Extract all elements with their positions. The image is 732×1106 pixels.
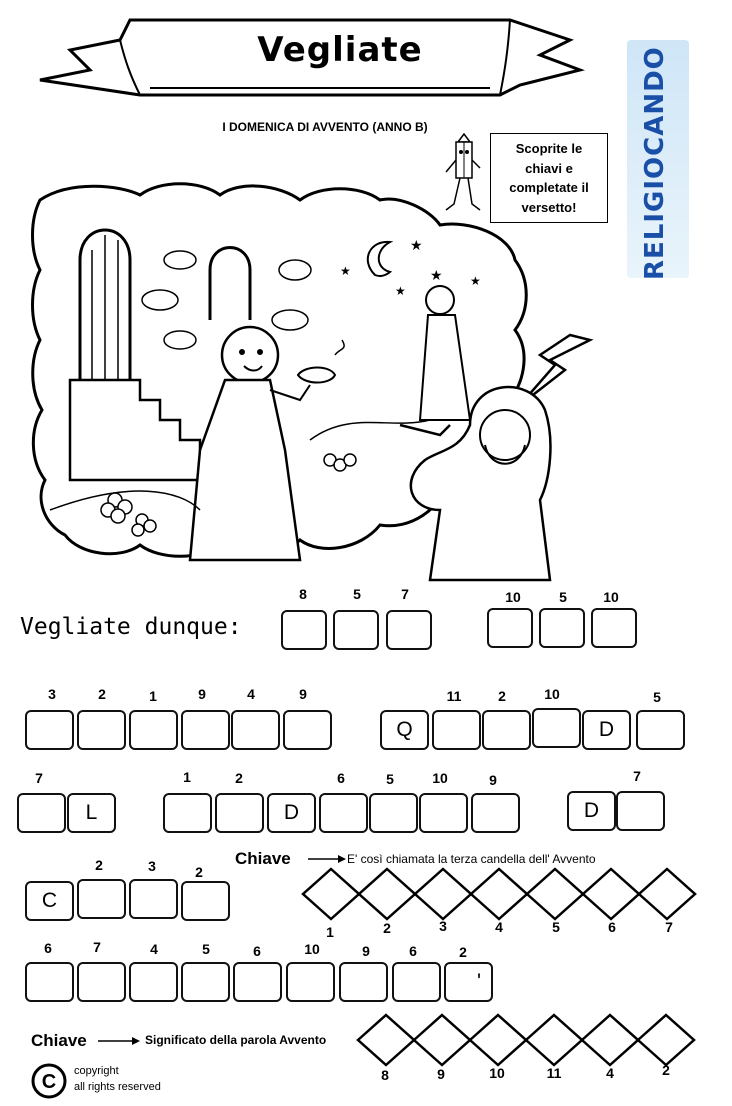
cipher-number: 5	[202, 941, 210, 957]
letter-box[interactable]	[129, 710, 178, 750]
arrow-right-icon	[308, 853, 348, 865]
letter-box[interactable]	[281, 610, 327, 650]
diamond-row-key2[interactable]	[355, 1012, 715, 1068]
cipher-number: 2	[95, 857, 103, 873]
cipher-number: 9	[299, 686, 307, 702]
cipher-number: 9	[362, 943, 370, 959]
letter-box[interactable]	[591, 608, 637, 648]
cipher-number: 10	[304, 941, 320, 957]
cipher-number: 10	[505, 589, 521, 605]
cipher-number: 6	[337, 770, 345, 786]
cipher-number: 5	[559, 589, 567, 605]
letter-box[interactable]	[319, 793, 368, 833]
letter-box[interactable]	[25, 710, 74, 750]
cipher-number: 6	[409, 943, 417, 959]
cipher-number: 9	[489, 772, 497, 788]
cipher-number: 9	[198, 686, 206, 702]
cipher-number: 6	[44, 940, 52, 956]
cipher-number: 11	[446, 688, 462, 704]
religiocando-logo: RELIGIOCANDO	[640, 46, 670, 280]
diamond-row-key1[interactable]	[300, 866, 710, 922]
cipher-number: 4	[247, 686, 255, 702]
cipher-number: 2	[459, 944, 467, 960]
key-number: 7	[665, 919, 673, 935]
svg-text:★: ★	[395, 284, 406, 298]
copyright-text	[74, 1064, 161, 1096]
instruction-line: versetto!	[521, 199, 577, 215]
letter-box[interactable]	[339, 962, 388, 1002]
cipher-number: 5	[386, 771, 394, 787]
key-clue: E' così chiamata la terza candella dell' Avvento	[347, 852, 596, 866]
key-number: 11	[546, 1065, 562, 1081]
svg-text:★: ★	[470, 274, 481, 288]
letter-box[interactable]	[181, 710, 230, 750]
cipher-number: 4	[150, 941, 158, 957]
copyright-line: copyright	[74, 1065, 119, 1077]
cipher-number: 10	[544, 686, 560, 702]
letter-box[interactable]	[532, 708, 581, 748]
key-number: 4	[495, 919, 503, 935]
letter-box-filled[interactable]: D	[567, 791, 616, 831]
cipher-number: 2	[235, 770, 243, 786]
key-number: 8	[381, 1067, 389, 1083]
cipher-number: 7	[93, 939, 101, 955]
key-number: 2	[662, 1062, 670, 1078]
letter-box-apostrophe[interactable]: '	[444, 962, 493, 1002]
letter-box[interactable]	[215, 793, 264, 833]
letter-box[interactable]	[181, 962, 230, 1002]
letter-box[interactable]	[129, 879, 178, 919]
letter-box[interactable]	[616, 791, 665, 831]
letter-box[interactable]	[419, 793, 468, 833]
letter-box[interactable]	[487, 608, 533, 648]
letter-box[interactable]	[432, 710, 481, 750]
cipher-number: 1	[149, 688, 157, 704]
letter-box[interactable]	[77, 710, 126, 750]
letter-box[interactable]	[181, 881, 230, 921]
copyright-line: all rights reserved	[74, 1080, 161, 1093]
letter-box[interactable]	[471, 793, 520, 833]
bible-scene-illustration	[30, 180, 600, 585]
cipher-number: 7	[401, 586, 409, 602]
key-number: 2	[383, 920, 391, 936]
letter-box[interactable]	[392, 962, 441, 1002]
key-label: Chiave	[235, 849, 291, 868]
svg-text:★: ★	[410, 238, 423, 254]
cipher-number: 2	[195, 864, 203, 880]
instruction-line: Scoprite le	[515, 141, 583, 156]
letter-box[interactable]	[77, 962, 126, 1002]
copyright-symbol: C	[41, 1071, 57, 1093]
verse-label: Vegliate dunque:	[20, 614, 242, 640]
key-number: 10	[489, 1065, 505, 1081]
letter-box[interactable]	[636, 710, 685, 750]
page-title: Vegliate	[257, 30, 423, 70]
letter-box-filled[interactable]: C	[25, 881, 74, 921]
cipher-number: 1	[183, 769, 191, 785]
cipher-number: 10	[432, 770, 448, 786]
key-number: 4	[606, 1065, 614, 1081]
letter-box[interactable]	[17, 793, 66, 833]
key-number: 6	[608, 919, 616, 935]
letter-box[interactable]	[539, 608, 585, 648]
letter-box[interactable]	[283, 710, 332, 750]
letter-box[interactable]	[286, 962, 335, 1002]
cipher-number: 3	[148, 858, 156, 874]
cipher-number: 7	[35, 770, 43, 786]
letter-box-filled[interactable]: Q	[380, 710, 429, 750]
svg-text:★: ★	[430, 268, 443, 284]
letter-box[interactable]	[333, 610, 379, 650]
copyright-icon	[30, 1062, 68, 1100]
key-label: Chiave	[31, 1031, 87, 1050]
letter-box[interactable]	[369, 793, 418, 833]
cipher-number: 7	[633, 768, 641, 784]
cipher-number: 2	[498, 688, 506, 704]
letter-box[interactable]	[163, 793, 212, 833]
page-subtitle: I DOMENICA DI AVVENTO (ANNO B)	[222, 120, 428, 134]
cipher-number: 5	[653, 689, 661, 705]
letter-box[interactable]	[129, 962, 178, 1002]
letter-box-filled[interactable]: L	[67, 793, 116, 833]
letter-box[interactable]	[77, 879, 126, 919]
letter-box[interactable]	[386, 610, 432, 650]
key-number: 3	[439, 918, 447, 934]
letter-box-filled[interactable]: D	[582, 710, 631, 750]
key-number: 9	[437, 1066, 445, 1082]
cipher-number: 6	[253, 943, 261, 959]
svg-text:★: ★	[340, 264, 351, 278]
letter-box[interactable]	[25, 962, 74, 1002]
letter-box-filled[interactable]: D	[267, 793, 316, 833]
letter-box[interactable]	[233, 962, 282, 1002]
cipher-number: 8	[299, 586, 307, 602]
arrow-right-icon	[98, 1035, 142, 1047]
cipher-number: 10	[603, 589, 619, 605]
instruction-line: chiavi e	[525, 160, 573, 176]
cipher-number: 5	[353, 586, 361, 602]
cipher-number: 2	[98, 686, 106, 702]
key-clue: Significato della parola Avvento	[145, 1033, 327, 1047]
cipher-number: 3	[48, 686, 56, 702]
letter-box[interactable]	[231, 710, 280, 750]
key-number: 5	[552, 919, 560, 935]
key-number: 1	[326, 924, 334, 940]
instruction-line: completate il	[509, 180, 589, 195]
letter-box[interactable]	[482, 710, 531, 750]
